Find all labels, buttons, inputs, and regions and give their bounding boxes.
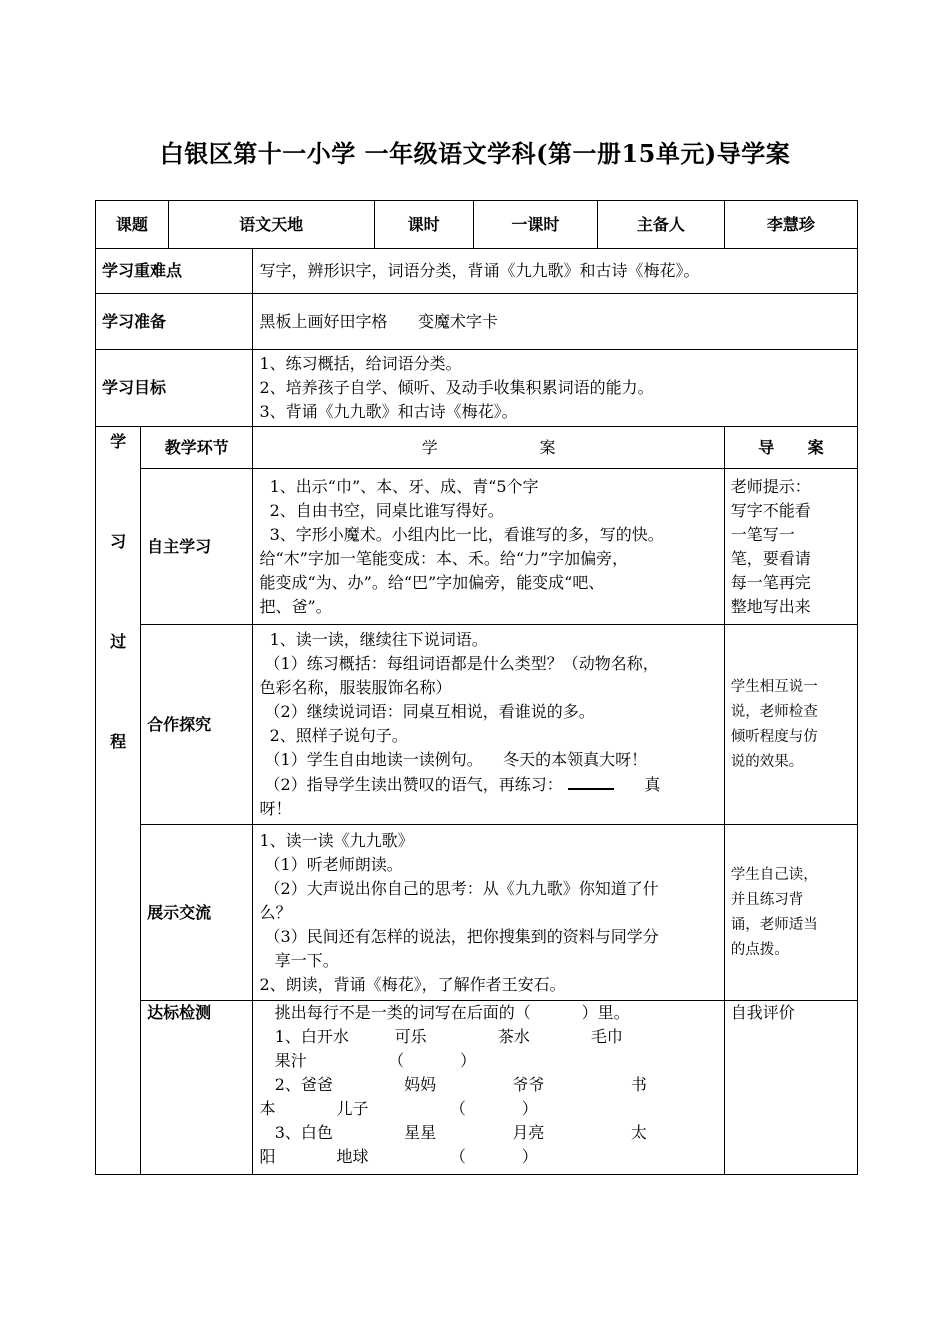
preparer-label: 主备人 — [598, 201, 725, 249]
stage-guide — [724, 1001, 857, 1175]
stage-guide — [724, 469, 857, 625]
topic-value: 语文天地 — [168, 201, 374, 249]
stage-name: 合作探究 — [141, 625, 253, 825]
stage-study — [253, 1001, 724, 1175]
guide-line: 说，老师检查 — [730, 703, 818, 720]
stage-row — [96, 625, 858, 825]
col-study-header: 学 案 — [253, 427, 724, 469]
guide-line: 老师提示： — [730, 476, 811, 496]
page-title: 白银区第十一小学 一年级语文学科(第一册15单元)导学案 — [159, 139, 791, 168]
stage-row — [96, 1001, 858, 1175]
side-char: 过 — [110, 632, 127, 651]
study-line: 2、照样子说句子。 — [259, 726, 408, 745]
col-stage-header: 教学环节 — [141, 427, 253, 469]
side-char: 习 — [110, 532, 127, 551]
study-text: 真 — [644, 775, 661, 794]
header-row — [96, 201, 858, 249]
preparation-row — [96, 294, 858, 350]
objectives-list — [253, 350, 858, 427]
study-line: 2、朗读，背诵《梅花》，了解作者王安石。 — [259, 974, 566, 994]
guide-line: 笔，要看请 — [730, 548, 811, 568]
stage-study — [253, 825, 724, 1001]
study-line: 把、爸”。 — [259, 596, 332, 616]
objectives-label: 学习目标 — [96, 350, 253, 427]
study-line: （3）民间还有怎样的说法，把你搜集到的资料与同学分 — [259, 926, 659, 946]
stage-study — [253, 469, 724, 625]
stage-row — [96, 825, 858, 1001]
study-line: 3、字形小魔术。小组内比一比，看谁写的多，写的快。 — [259, 524, 664, 544]
col-guide-header: 导 案 — [724, 427, 857, 469]
study-line: （1）学生自由地读一读例句。 冬天的本领真大呀！ — [259, 750, 648, 769]
guide-line: 倾听程度与仿 — [730, 728, 818, 745]
study-line: 挑出每行不是一类的词写在后面的（ ）里。 — [259, 1003, 630, 1022]
guide-line: 整地写出来 — [730, 596, 811, 616]
guide-line: 的点拨。 — [730, 941, 789, 958]
objectives-row — [96, 350, 858, 427]
stage-name: 自主学习 — [141, 469, 253, 625]
preparer-value: 李慧珍 — [724, 201, 857, 249]
study-line: 1、读一读，继续往下说词语。 — [259, 630, 488, 649]
guide-line: 并且练习背 — [730, 891, 804, 908]
study-line: （2）继续说词语：同桌互相说，看谁说的多。 — [259, 702, 595, 721]
process-header-row — [96, 427, 858, 469]
study-line: 么？ — [259, 902, 292, 922]
study-line: 呀！ — [259, 799, 292, 818]
period-value: 一课时 — [473, 201, 597, 249]
fill-in-blank — [568, 772, 614, 790]
study-line: 1、出示“巾”、本、牙、成、青“5个字 — [259, 476, 539, 496]
study-line: 1、读一读《九九歌》 — [259, 830, 414, 850]
objective-item: 1、练习概括，给词语分类。 — [259, 354, 462, 373]
study-line: 3、白色 星星 月亮 太 — [259, 1123, 647, 1142]
preparation-value: 黑板上画好田字格 变魔术字卡 — [253, 294, 858, 350]
period-label: 课时 — [374, 201, 473, 249]
stage-row — [96, 469, 858, 625]
objective-item: 3、背诵《九九歌》和古诗《梅花》。 — [259, 402, 518, 421]
study-line — [259, 772, 717, 797]
stage-name: 达标检测 — [141, 1001, 253, 1175]
study-line: （1）练习概括：每组词语都是什么类型？（动物名称， — [259, 654, 659, 673]
key-points-value: 写字，辨形识字，词语分类，背诵《九九歌》和古诗《梅花》。 — [253, 249, 858, 294]
lesson-plan-table — [95, 200, 858, 1175]
key-points-row — [96, 249, 858, 294]
study-line: 给“木”字加一笔能变成：本、禾。给“力”字加偏旁， — [259, 548, 629, 568]
study-line: 1、白开水 可乐 茶水 毛巾 — [259, 1027, 623, 1046]
study-line: （1）听老师朗读。 — [259, 854, 403, 874]
study-line: 阳 地球 （ ） — [259, 1147, 538, 1166]
study-line: 本 儿子 （ ） — [259, 1099, 538, 1118]
guide-line: 自我评价 — [730, 1003, 795, 1022]
study-line: 色彩名称，服装服饰名称） — [259, 678, 452, 697]
study-line: 果汁 （ ） — [259, 1051, 477, 1070]
key-points-label: 学习重难点 — [96, 249, 253, 294]
study-line: 享一下。 — [259, 950, 339, 970]
guide-line: 每一笔再完 — [730, 572, 811, 592]
study-text: （2）指导学生读出赞叹的语气，再练习： — [259, 775, 563, 794]
study-line: 2、自由书空，同桌比谁写得好。 — [259, 500, 504, 520]
guide-line: 学生相互说一 — [730, 678, 818, 695]
stage-name: 展示交流 — [141, 825, 253, 1001]
side-char: 学 — [110, 432, 127, 451]
study-line: 能变成“为、办”。给“巴”字加偏旁，能变成“吧、 — [259, 572, 605, 592]
side-char: 程 — [110, 732, 127, 751]
guide-line: 一笔写一 — [730, 524, 795, 544]
guide-line: 诵，老师适当 — [730, 916, 818, 933]
preparation-label: 学习准备 — [96, 294, 253, 350]
stage-study — [253, 625, 724, 825]
guide-line: 学生自己读， — [730, 866, 818, 883]
guide-line: 说的效果。 — [730, 753, 804, 770]
study-line: （2）大声说出你自己的思考：从《九九歌》你知道了什 — [259, 878, 659, 898]
topic-label: 课题 — [96, 201, 169, 249]
study-line: 2、爸爸 妈妈 爷爷 书 — [259, 1075, 647, 1094]
stage-guide — [724, 625, 857, 825]
process-side-label — [96, 427, 141, 1175]
stage-guide — [724, 825, 857, 1001]
objective-item: 2、培养孩子自学、倾听、及动手收集积累词语的能力。 — [259, 378, 654, 397]
guide-line: 写字不能看 — [730, 500, 811, 520]
